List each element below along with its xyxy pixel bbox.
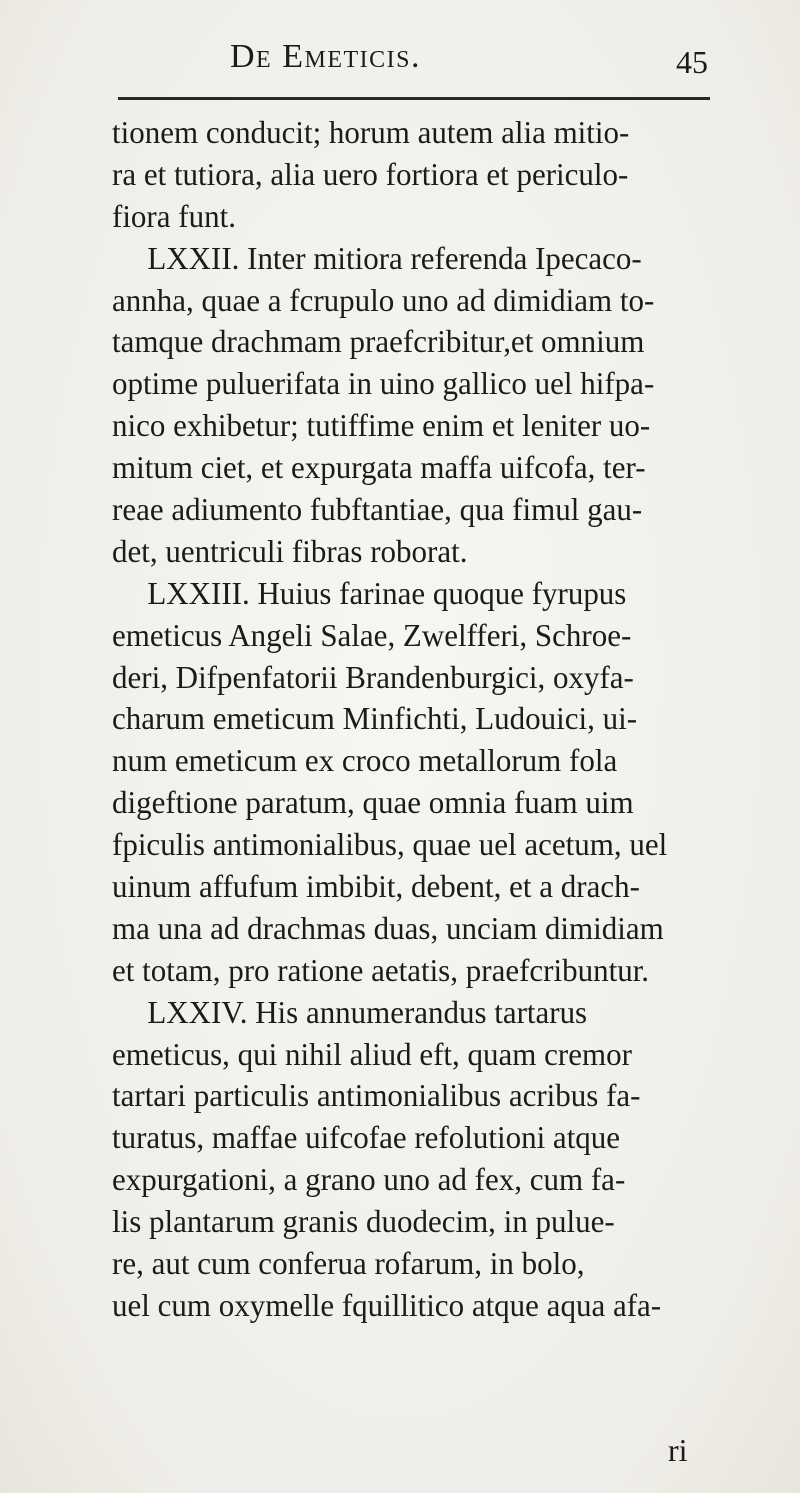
- text-line: expurgationi, a grano uno ad fex, cum fa-: [112, 1162, 626, 1198]
- text-line: reae adiumento fubftantiae, qua fimul gau-: [112, 492, 643, 528]
- running-head: [118, 38, 708, 90]
- text-line: deri, Difpenfatorii Brandenburgici, oxyfa-: [112, 659, 634, 695]
- text-line: mitum ciet, et expurgata maffa uifcofa, ter-: [112, 450, 646, 486]
- text-line: re, aut cum conferua rofarum, in bolo,: [112, 1246, 585, 1282]
- text-line: ra et tutiora, alia uero fortiora et periculo-: [112, 156, 629, 192]
- catchword: ri: [668, 1432, 688, 1468]
- text-line: emeticus, qui nihil aliud eft, quam cremor: [112, 1036, 632, 1072]
- text-line: fpiculis antimonialibus, quae uel acetum, uel: [112, 827, 668, 863]
- text-line: turatus, maffae uifcofae refolutioni atque: [112, 1120, 621, 1156]
- text-line: tartari particulis antimonialibus acribus fa-: [112, 1078, 641, 1114]
- text-line: emeticus Angeli Salae, Zwelfferi, Schroe-: [112, 617, 632, 653]
- running-head-title: De Emeticis.: [230, 38, 421, 75]
- text-line: annha, quae a fcrupulo uno ad dimidiam to-: [112, 282, 655, 318]
- section-lxxiv-heading-line: LXXIV. His annumerandus tartarus: [147, 994, 588, 1030]
- text-line: charum emeticum Minfichti, Ludouici, ui-: [112, 701, 638, 737]
- header-rule: [118, 97, 710, 100]
- text-line: uinum affufum imbibit, debent, et a drach-: [112, 869, 640, 905]
- text-line: lis plantarum granis duodecim, in pulue-: [112, 1204, 615, 1240]
- text-line: uel cum oxymelle fquillitico atque aqua afa-: [112, 1287, 662, 1323]
- body-text: [112, 112, 722, 1327]
- page-number: 45: [676, 44, 708, 80]
- text-line: et totam, pro ratione aetatis, praefcribuntur.: [112, 952, 650, 988]
- text-line: digeftione paratum, quae omnia fuam uim: [112, 785, 634, 821]
- text-line: num emeticum ex croco metallorum fola: [112, 743, 618, 779]
- text-line: tionem conducit; horum autem alia mitio-: [112, 115, 630, 150]
- text-line: fiora funt.: [112, 198, 236, 234]
- section-lxxiii-heading-line: LXXIII. Huius farinae quoque fyrupus: [147, 575, 627, 611]
- text-line: det, uentriculi fibras roborat.: [112, 533, 468, 569]
- text-line: tamque drachmam praefcribitur,et omnium: [112, 324, 645, 360]
- text-line: ma una ad drachmas duas, unciam dimidiam: [112, 910, 664, 946]
- text-line: nico exhibetur; tutiffime enim et leniter uo-: [112, 408, 651, 444]
- text-line: optime puluerifata in uino gallico uel hifpa-: [112, 366, 655, 402]
- section-lxxii-heading-line: LXXII. Inter mitiora referenda Ipecaco-: [147, 240, 642, 276]
